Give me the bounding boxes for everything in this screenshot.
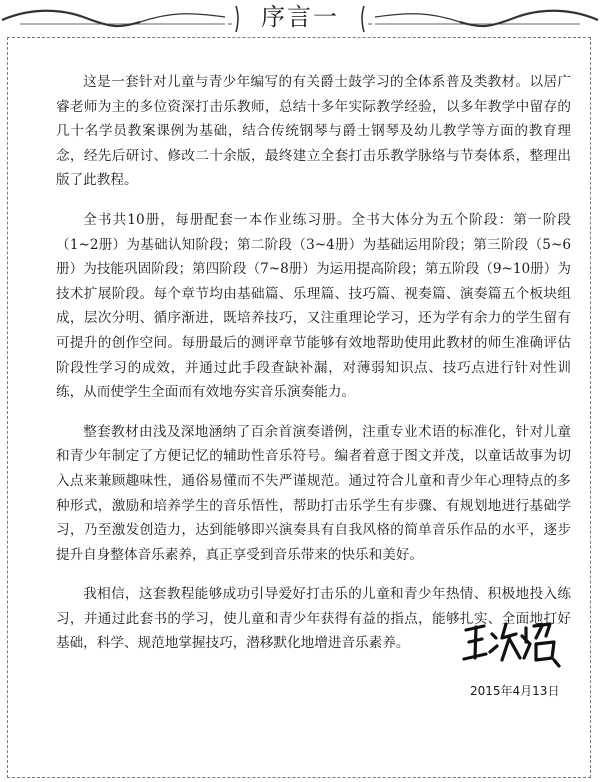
preface-body bbox=[56, 70, 571, 671]
page-title: 序言一 bbox=[261, 3, 339, 31]
paragraph-2: 全书共10册，每册配套一本作业练习册。全书大体分为五个阶段：第一阶段（1~2册）为基础认知阶段；第二阶段（3~4册）为基础运用阶段；第三阶段（5~6册）为技能巩固阶段；第四阶段（7~8册）为运用提高阶段；第五阶段（9~10册）为技术扩展阶段。每个章节均由基础篇、乐理篇、技巧篇、视奏篇、演奏篇五个板块组成，层次分明、循序渐进，既培养技巧，又注重理论学习，还为学有余力的学生留有可提升的创作空间。每册最后的测评章节能够有效地帮助使用此教材的师生准确评估阶段性学习的成效，并通过此手段查缺补漏，对薄弱知识点、技巧点进行针对性训练，从而使学生全面而有效地夯实音乐演奏能力。 bbox=[56, 211, 571, 401]
header-ornament bbox=[0, 0, 600, 36]
handwritten-signature bbox=[462, 614, 562, 674]
paragraph-3: 整套教材由浅及深地涵纳了百余首演奏谱例，注重专业术语的标准化，针对儿童和青少年制定了方便记忆的辅助性音乐符号。编者着意于图文并茂，以童话故事为切入点来兼顾趣味性，通俗易懂而不失严谨规范。通过符合儿童和青少年心理特点的多种形式，激励和培养学生的音乐悟性，帮助打击乐学生有步骤、有规划地进行基础学习，乃至激发创造力，达到能够即兴演奏具有自我风格的简单音乐作品的水平，逐步提升自身整体音乐素养，真正享受到音乐带来的快乐和美好。 bbox=[56, 423, 571, 563]
paragraph-1: 这是一套针对儿童与青少年编写的有关爵士鼓学习的全体系普及类教材。以居广睿老师为主的多位资深打击乐教师，总结十多年实际教学经验，以多年教学中留存的几十名学员教案课例为基础，结合传统钢琴与爵士钢琴及幼儿教学等方面的教育理念，经先后研讨、修改二十余版，最终建立全套打击乐教学脉络与节奏体系，整理出版了此教程。 bbox=[56, 74, 571, 189]
paragraph-4: 我相信，这套教程能够成功引导爱好打击乐的儿童和青少年热情、积极地投入练习，并通过此套书的学习，使儿童和青少年获得有益的指点，能够扎实、全面地打好基础，科学、规范地掌握技巧，潜移默化地增进音乐素养。 bbox=[56, 586, 571, 652]
signature-date: 2015年4月13日 bbox=[470, 684, 560, 698]
signature-image bbox=[462, 614, 562, 674]
